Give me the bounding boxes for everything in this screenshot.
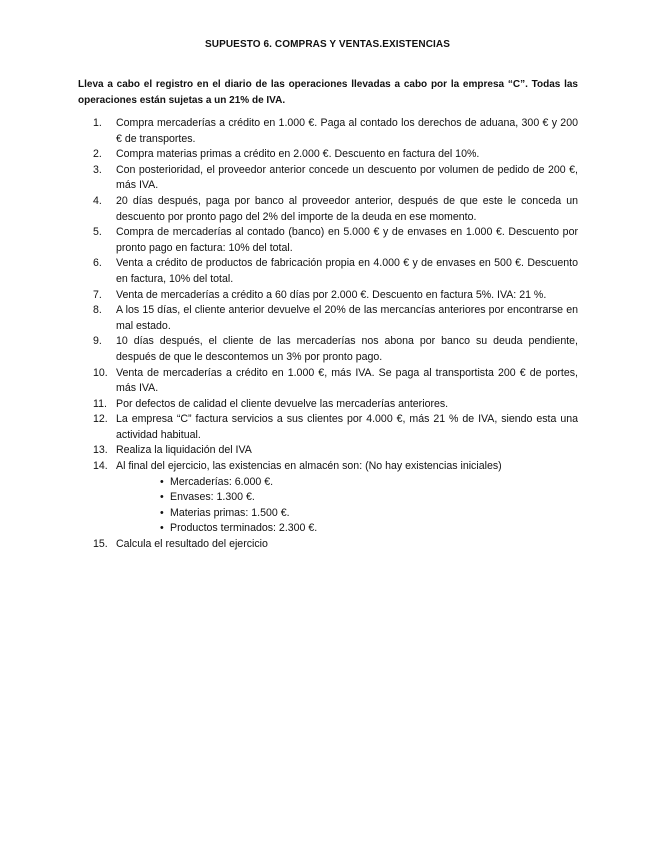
bullet-icon: • <box>160 475 164 488</box>
item-text: 10 días después, el cliente de las mercaderías nos abona por banco su deuda pendiente, después de que le descontemos un 3% por pronto pago. <box>116 335 578 363</box>
bullet-icon: • <box>160 491 164 504</box>
operation-item <box>93 334 578 365</box>
operation-item <box>93 412 578 443</box>
item-text: Con posterioridad, el proveedor anterior concede un descuento por volumen de pedido de 200 €, más IVA. <box>116 163 578 192</box>
item-text: Venta de mercaderías a crédito a 60 días por 2.000 €. Descuento en factura 5%. IVA: 21 %. <box>116 288 547 301</box>
operation-item <box>93 366 578 397</box>
item-number: 10. <box>93 366 108 379</box>
stock-item <box>160 521 578 537</box>
stock-item-text: Productos terminados: 2.300 €. <box>170 522 318 535</box>
instructions-paragraph: Lleva a cabo el registro en el diario de las operaciones llevadas a cabo por la empresa “C”. Todas las operaciones están sujetas a un 21% de IVA. <box>78 79 578 106</box>
item-text: Venta a crédito de productos de fabricación propia en 4.000 € y de envases en 500 €. Descuento en factura, 10% del total. <box>116 257 578 285</box>
stock-list <box>116 475 578 537</box>
item-text: Venta de mercaderías a crédito en 1.000 €, más IVA. Se paga al transportista 200 € de portes, más IVA. <box>116 366 578 395</box>
item-number: 9. <box>93 335 102 348</box>
stock-item <box>160 475 578 491</box>
operation-item <box>93 147 578 163</box>
item-text: La empresa “C” factura servicios a sus clientes por 4.000 €, más 21 % de IVA, siendo esta una actividad habitual. <box>116 413 578 441</box>
bullet-icon: • <box>160 506 164 519</box>
item-text: A los 15 días, el cliente anterior devuelve el 20% de las mercancías anteriores por encontrarse en mal estado. <box>116 304 578 332</box>
bullet-icon: • <box>160 522 164 535</box>
stock-item-text: Materias primas: 1.500 €. <box>170 506 290 519</box>
item-number: 1. <box>93 117 102 129</box>
operation-item <box>93 163 578 194</box>
item-number: 13. <box>93 444 108 457</box>
item-text: Realiza la liquidación del IVA <box>116 444 252 457</box>
operation-item <box>93 303 578 334</box>
item-text: 20 días después, paga por banco al proveedor anterior, después de que este le conceda un descuento por pronto pago del 2% del importe de la deuda en ese momento. <box>116 194 578 223</box>
operation-item <box>93 443 578 459</box>
item-number: 14. <box>93 460 108 473</box>
item-number: 5. <box>93 226 102 239</box>
operation-item <box>93 256 578 287</box>
item-text: Compra mercaderías a crédito en 1.000 €. Paga al contado los derechos de aduana, 300 € y 200 € de transportes. <box>116 117 578 145</box>
item-text: Compra de mercaderías al contado (banco) en 5.000 € y de envases en 1.000 €. Descuento por pronto pago en factura: 10% del total. <box>116 226 578 254</box>
operation-item <box>93 116 578 147</box>
operations-list <box>93 116 578 553</box>
operation-item <box>93 537 578 553</box>
item-number: 2. <box>93 148 102 161</box>
item-number: 11. <box>93 397 107 410</box>
item-text: Compra materias primas a crédito en 2.000 €. Descuento en factura del 10%. <box>116 148 480 161</box>
item-number: 7. <box>93 288 102 301</box>
item-number: 12. <box>93 413 108 426</box>
item-number: 8. <box>93 304 102 317</box>
document-title: SUPUESTO 6. COMPRAS Y VENTAS.EXISTENCIAS <box>205 39 450 50</box>
item-number: 3. <box>93 163 102 176</box>
operation-item <box>93 194 578 225</box>
item-text: Por defectos de calidad el cliente devuelve las mercaderías anteriores. <box>116 397 449 410</box>
item-number: 6. <box>93 257 102 270</box>
stock-item <box>160 506 578 522</box>
operation-item <box>93 397 578 413</box>
item-number: 15. <box>93 538 108 551</box>
item-text: Calcula el resultado del ejercicio <box>116 538 268 551</box>
operation-item <box>93 225 578 256</box>
item-text: Al final del ejercicio, las existencias en almacén son: (No hay existencias iniciales) <box>116 460 502 473</box>
operation-item <box>93 288 578 304</box>
operation-item <box>93 459 578 537</box>
stock-item-text: Mercaderías: 6.000 €. <box>170 475 274 488</box>
stock-item <box>160 490 578 506</box>
item-number: 4. <box>93 194 102 207</box>
stock-item-text: Envases: 1.300 €. <box>170 491 255 504</box>
